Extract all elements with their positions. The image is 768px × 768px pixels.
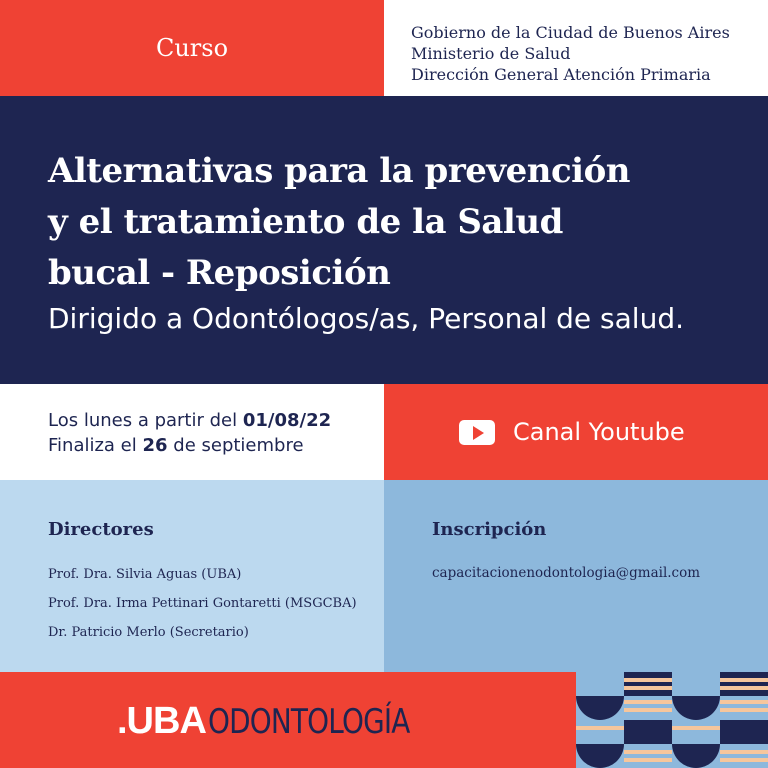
director-item: Dr. Patricio Merlo (Secretario): [48, 625, 249, 640]
audience-text: Dirigido a Odontólogos/as, Personal de salud.: [48, 302, 685, 335]
start-date: 01/08/22: [242, 410, 332, 431]
title-panel: [0, 96, 768, 384]
government-line: Gobierno de la Ciudad de Buenos Aires: [411, 23, 730, 42]
schedule-panel: [0, 384, 384, 480]
course-title-line-3: bucal - Reposición: [48, 253, 391, 293]
directors-heading: Directores: [48, 519, 154, 540]
ministry-line: Ministerio de Salud: [411, 44, 571, 63]
end-date-suffix: de septiembre: [167, 435, 304, 456]
youtube-channel-label: Canal Youtube: [513, 418, 685, 446]
course-title-line-2: y el tratamiento de la Salud: [48, 202, 563, 242]
course-label: Curso: [155, 34, 229, 62]
uba-odontologia-logo: [117, 700, 454, 743]
end-date-prefix: Finaliza el: [48, 435, 143, 456]
logo-uba-text: .UBA: [117, 700, 206, 742]
youtube-play-icon: [459, 420, 495, 445]
registration-panel: [384, 480, 768, 672]
director-item: Prof. Dra. Silvia Aguas (UBA): [48, 567, 242, 582]
registration-email-link[interactable]: capacitacionenodontologia@gmail.com: [432, 565, 701, 581]
course-label-box: [0, 0, 384, 96]
director-item: Prof. Dra. Irma Pettinari Gontaretti (MSGCBA): [48, 596, 357, 611]
start-date-prefix: Los lunes a partir del: [48, 410, 243, 431]
directors-panel: [0, 480, 384, 672]
course-title-line-1: Alternativas para la prevención: [48, 151, 630, 191]
start-date-line: [48, 408, 384, 433]
footer-band: [0, 672, 768, 768]
youtube-channel-link[interactable]: [384, 384, 768, 480]
directorate-line: Dirección General Atención Primaria: [411, 65, 711, 84]
registration-heading: Inscripción: [432, 519, 547, 540]
end-date-line: [48, 433, 384, 458]
government-info: [384, 0, 768, 96]
logo-odontologia-text: ODONTOLOGÍA: [207, 702, 410, 742]
end-day: 26: [142, 435, 168, 456]
decorative-pattern: [576, 672, 768, 768]
directors-list: [48, 560, 384, 647]
